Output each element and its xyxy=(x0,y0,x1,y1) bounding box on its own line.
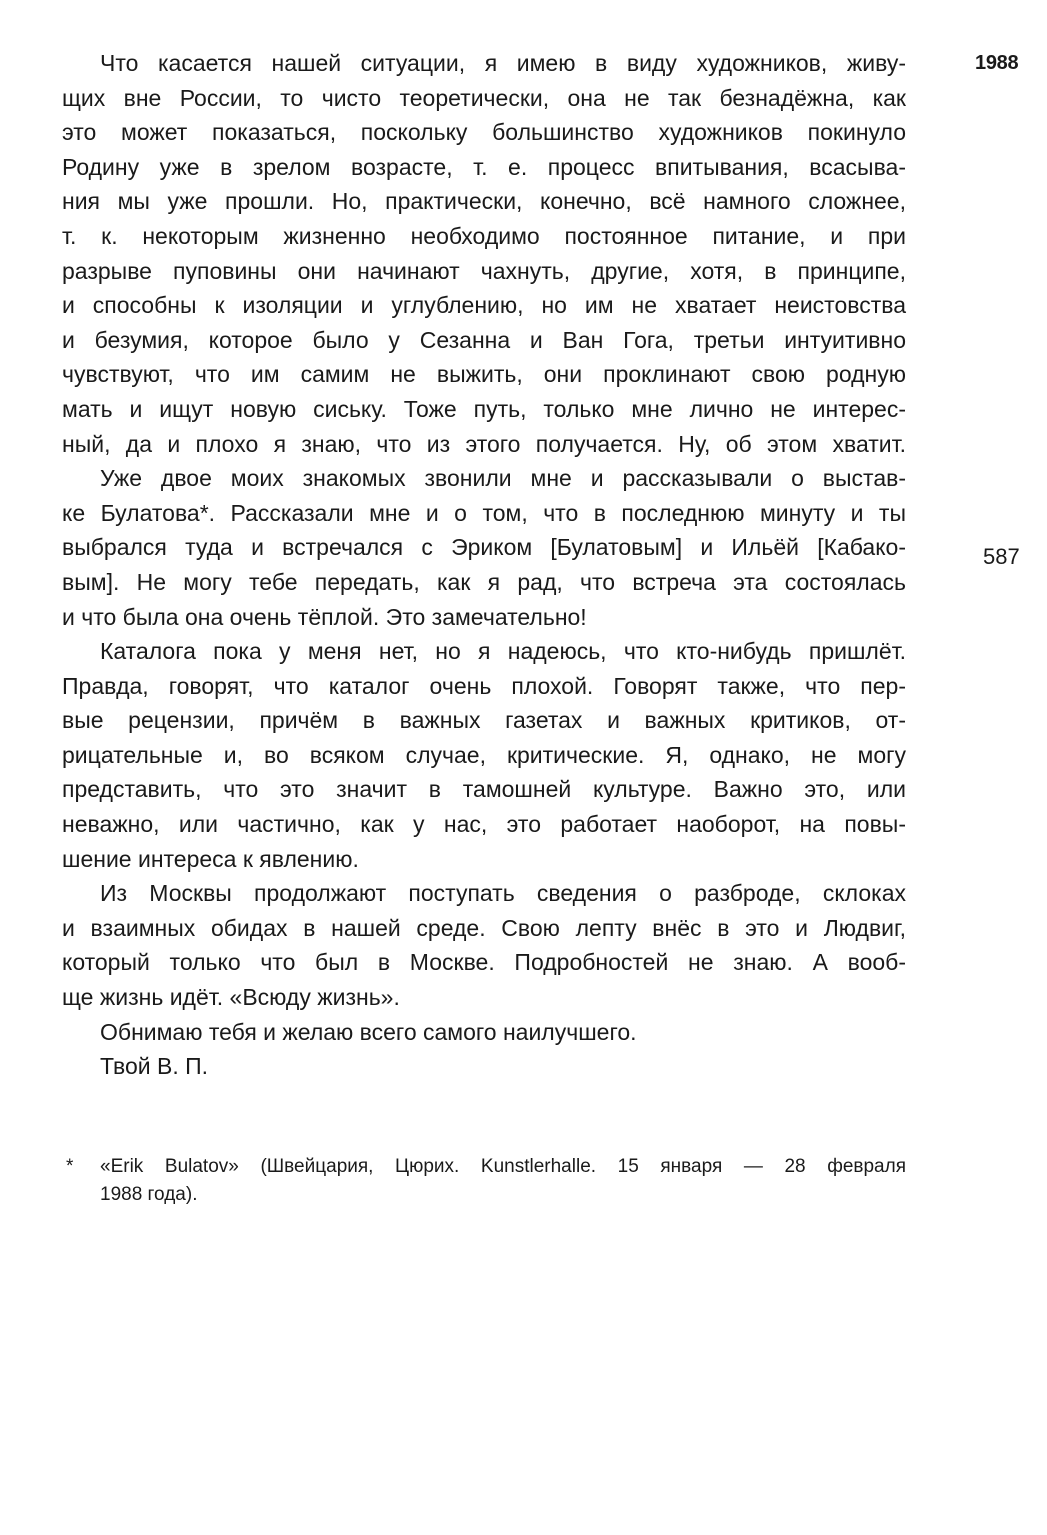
footnote xyxy=(62,1153,906,1209)
text-line: Уже двое моих знакомых звонили мне и рассказывали о выстав- xyxy=(100,465,906,492)
text-line: Что касается нашей ситуации, я имею в виду художников, живу- xyxy=(100,50,906,76)
closing-line: Обнимаю тебя и желаю всего самого наилучшего. xyxy=(100,1018,637,1045)
text-line: ще жизнь идёт. «Всюду жизнь». xyxy=(62,984,400,1011)
text-line: т. к. некоторым жизненно необходимо постоянное питание, и при xyxy=(62,222,906,249)
text-line: вые рецензии, причём в важных газетах и важных критиков, от- xyxy=(62,707,906,734)
text-line: и безумия, которое было у Сезанна и Ван Гога, третьи интуитивно xyxy=(62,326,906,353)
footnote-line: «Erik Bulatov» (Швейцария, Цюрих. Kunstlerhalle. 15 января — 28 февраля xyxy=(100,1156,906,1177)
text-line: и что была она очень тёплой. Это замечательно! xyxy=(62,603,587,630)
text-line: шение интереса к явлению. xyxy=(62,845,359,872)
text-line: Каталога пока у меня нет, но я надеюсь, что кто-нибудь пришлёт. xyxy=(100,638,906,665)
text-line: мать и ищут новую сиську. Тоже путь, только мне лично не интерес- xyxy=(62,395,906,422)
text-line: и способны к изоляции и углублению, но им не хватает неистовства xyxy=(62,292,906,319)
page-number: 587 xyxy=(983,544,1020,569)
text-line: щих вне России, то чисто теоретически, она не так безнадёжна, как xyxy=(62,84,906,111)
text-line: Родину уже в зрелом возрасте, т. е. процесс впитывания, всасыва- xyxy=(62,153,906,180)
footnote-line: 1988 года). xyxy=(100,1184,198,1205)
text-line: ния мы уже прошли. Но, практически, конечно, всё намного сложнее, xyxy=(62,188,906,215)
text-line: рицательные и, во всяком случае, критические. Я, однако, не могу xyxy=(62,741,906,768)
running-head-year: 1988 xyxy=(975,52,1019,74)
letter-body xyxy=(62,46,906,1084)
text-line: выбрался туда и встречался с Эриком [Булатовым] и Ильёй [Кабако- xyxy=(62,534,906,561)
text-line: представить, что это значит в тамошней культуре. Важно это, или xyxy=(62,776,906,803)
footnote-marker: * xyxy=(66,1156,74,1177)
text-line: это может показаться, поскольку большинство художников покинуло xyxy=(62,119,906,146)
text-line: ный, да и плохо я знаю, что из этого получается. Ну, об этом хватит. xyxy=(62,430,906,457)
text-line: Правда, говорят, что каталог очень плохой. Говорят также, что пер- xyxy=(62,672,906,699)
text-line: Из Москвы продолжают поступать сведения о разброде, склоках xyxy=(100,880,906,907)
text-line: ке Булатова*. Рассказали мне и о том, что в последнюю минуту и ты xyxy=(62,499,906,526)
text-line: и взаимных обидах в нашей среде. Свою лепту внёс в это и Людвиг, xyxy=(62,914,906,941)
text-line: чувствуют, что им самим не выжить, они проклинают свою родную xyxy=(62,361,906,388)
signature-line: Твой В. П. xyxy=(100,1053,209,1080)
text-line: вым]. Не могу тебе передать, как я рад, что встреча эта состоялась xyxy=(62,568,906,595)
text-line: разрыве пуповины они начинают чахнуть, другие, хотя, в принципе, xyxy=(62,257,906,284)
text-line: неважно, или частично, как у нас, это работает наоборот, на повы- xyxy=(62,811,906,838)
text-line: который только что был в Москве. Подробностей не знаю. А вооб- xyxy=(62,949,906,976)
